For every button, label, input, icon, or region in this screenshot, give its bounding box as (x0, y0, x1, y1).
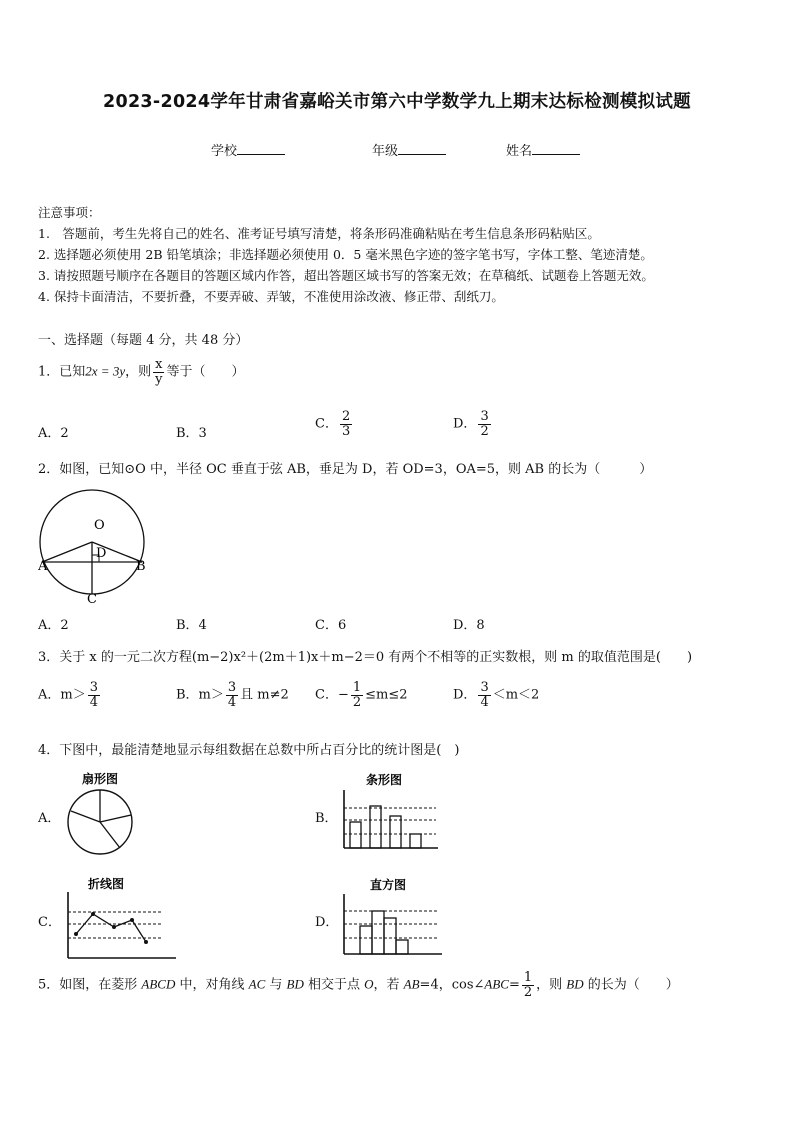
label-b: B (136, 559, 146, 574)
q1-suffix: 等于（ ） (166, 364, 245, 380)
section-heading: 一、选择题（每题 4 分，共 48 分） (38, 333, 249, 348)
q3-option-a[interactable]: A．m＞ $\frac{3}{4}$ (38, 680, 98, 710)
question-1 (38, 358, 244, 386)
q1-mid: ，则 (125, 364, 152, 380)
page-title: 2023-2024学年甘肃省嘉峪关市第六中学数学九上期末达标检测模拟试题 (103, 92, 691, 112)
bar-chart-title: 条形图 (366, 773, 403, 787)
q2-option-a[interactable]: A．2 (38, 618, 69, 633)
q3-option-c[interactable]: C．− $\frac{1}{2}$ ≤m≤2 (315, 680, 408, 710)
histogram-title: 直方图 (370, 878, 407, 892)
q4-option-a-label[interactable]: A． (38, 811, 61, 826)
grade-field (372, 140, 446, 159)
q2-option-b[interactable]: B．4 (176, 618, 207, 633)
bar-chart-figure[interactable] (338, 770, 443, 855)
label-o: O (94, 518, 105, 533)
grade-label: 年级 (372, 144, 399, 159)
note-item: 2. 选择题必须使用 2B 铅笔填涂；非选择题必须使用 0．5 毫米黑色字迹的签字笔书写，字体工整、笔迹清楚。 (38, 247, 653, 262)
grade-blank[interactable] (398, 142, 446, 155)
q3-option-b[interactable]: B．m＞ $\frac{3}{4}$ 且 m≠2 (176, 680, 289, 710)
q2-option-d[interactable]: D．8 (453, 618, 485, 633)
q4-option-b-label[interactable]: B． (315, 811, 338, 826)
q1-option-b[interactable]: B．3 (176, 426, 207, 441)
school-blank[interactable] (237, 142, 285, 155)
circle-diagram (38, 485, 158, 605)
q2-option-c[interactable]: C．6 (315, 618, 347, 633)
name-blank[interactable] (532, 142, 580, 155)
pie-chart-figure[interactable] (62, 768, 142, 858)
q1-option-a[interactable]: A．2 (38, 426, 69, 441)
label-a: A (38, 559, 48, 574)
q1-option-d[interactable]: D． $\frac{3}{2}$ (453, 409, 489, 439)
note-item: 1. 答题前，考生先将自己的姓名、准考证号填写清楚，将条形码准确粘贴在考生信息条形码粘贴区。 (38, 226, 600, 241)
school-field (211, 140, 285, 159)
label-d: D (96, 546, 107, 561)
name-field (506, 140, 580, 159)
label-c: C (87, 592, 97, 605)
q1-option-c[interactable]: C． $\frac{2}{3}$ (315, 409, 351, 439)
q1-prefix: 1．已知 (38, 364, 86, 380)
q5-fraction: $\frac{1}{2}$ (523, 970, 533, 1000)
name-label: 姓名 (506, 144, 533, 159)
notes-heading: 注意事项： (38, 205, 101, 220)
q1-equation: 2x = 3y (85, 363, 126, 379)
question-2: 2．如图，已知⊙O 中，半径 OC 垂直于弦 AB，垂足为 D，若 OD=3，OA=5，则 AB 的长为（ ） (38, 462, 653, 477)
question-5: 5．如图，在菱形 ABCD 中，对角线 AC 与 BD 相交于点 O，若 AB=4，cos∠ABC= $\frac{1}{2}$ ，则 BD 的长为（ ） (38, 970, 679, 1000)
q4-option-d-label[interactable]: D． (315, 915, 339, 930)
note-item: 3. 请按照题号顺序在各题目的答题区域内作答，超出答题区域书写的答案无效；在草稿纸、试题卷上答题无效。 (38, 268, 654, 283)
note-item: 4. 保持卡面清洁，不要折叠，不要弄破、弄皱，不准使用涂改液、修正带、刮纸刀。 (38, 289, 504, 304)
histogram-figure[interactable] (338, 876, 448, 961)
pie-chart-title: 扇形图 (82, 772, 119, 786)
question-3: 3．关于 x 的一元二次方程(m−2)x²＋(2m＋1)x＋m−2＝0 有两个不相等的正实数根，则 m 的取值范围是( ) (38, 650, 693, 665)
q1-fraction: $\frac{x}{y}$ (155, 357, 163, 387)
line-chart-figure[interactable] (62, 874, 182, 966)
q3-option-d[interactable]: D． $\frac{3}{4}$ ＜m＜2 (453, 680, 540, 710)
q4-option-c-label[interactable]: C． (38, 915, 61, 930)
line-chart-title: 折线图 (88, 877, 125, 891)
school-label: 学校 (211, 144, 238, 159)
question-4: 4．下图中，最能清楚地显示每组数据在总数中所占百分比的统计图是( ) (38, 743, 460, 758)
